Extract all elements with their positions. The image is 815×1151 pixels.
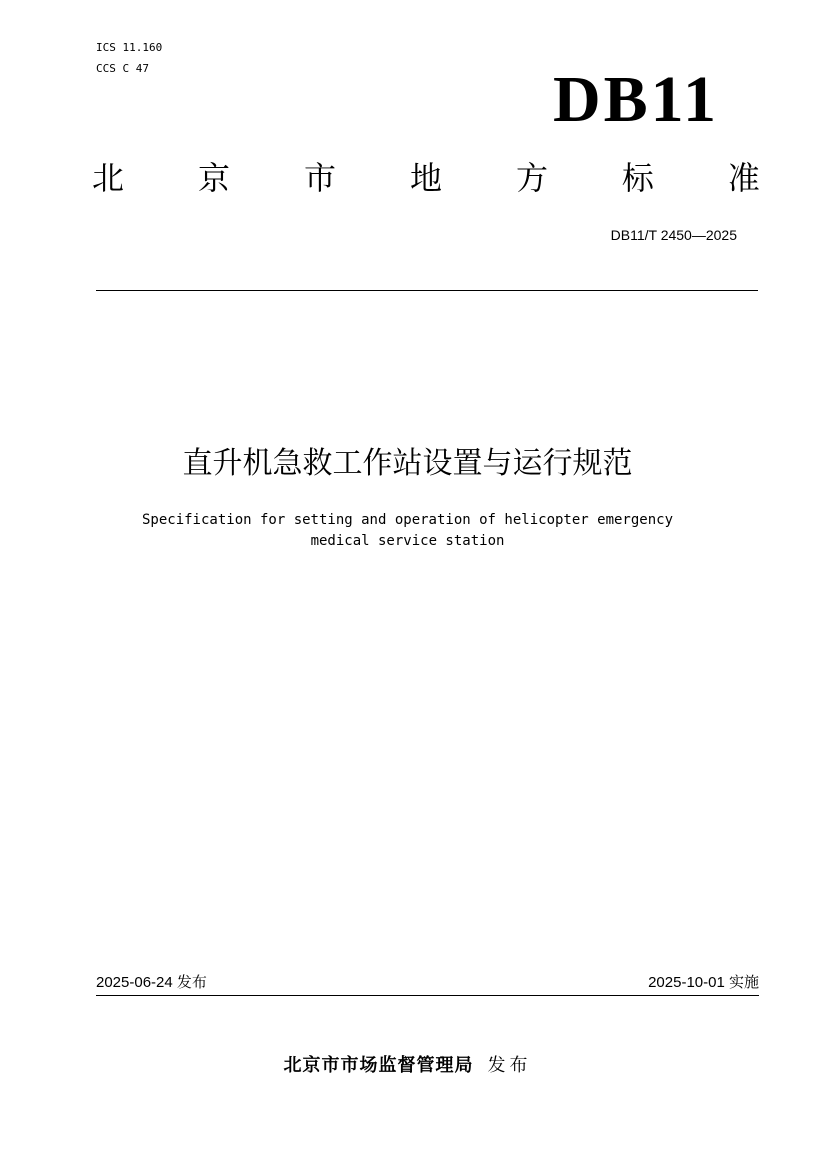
english-title-line-1: Specification for setting and operation of helicopter emergency [141, 512, 673, 528]
category-char: 方 [515, 159, 548, 197]
standard-number: DB11/T 2450—2025 [610, 227, 737, 243]
category-char: 市 [303, 159, 336, 197]
ccs-code: CCS C 47 [96, 62, 149, 75]
category-char: 京 [197, 159, 230, 197]
ics-code: ICS 11.160 [96, 41, 163, 54]
standard-category [92, 156, 760, 200]
footer-divider [96, 995, 759, 996]
document-title-english [0, 510, 815, 552]
header-divider [96, 290, 758, 291]
implementation-date: 2025-10-01 实施 [648, 974, 759, 991]
category-char: 北 [92, 159, 125, 197]
category-char: 标 [621, 159, 654, 197]
category-char: 地 [409, 159, 442, 197]
issue-date: 2025-06-24 发布 [96, 974, 207, 991]
publisher [0, 1054, 815, 1078]
db-logo: DB11 [552, 63, 719, 136]
publish-label: 发布 [487, 1055, 532, 1076]
publisher-name: 北京市市场监督管理局 [283, 1055, 474, 1076]
category-char: 准 [727, 159, 760, 197]
english-title-line-2: medical service station [310, 533, 505, 549]
document-title-chinese: 直升机急救工作站设置与运行规范 [182, 446, 633, 481]
